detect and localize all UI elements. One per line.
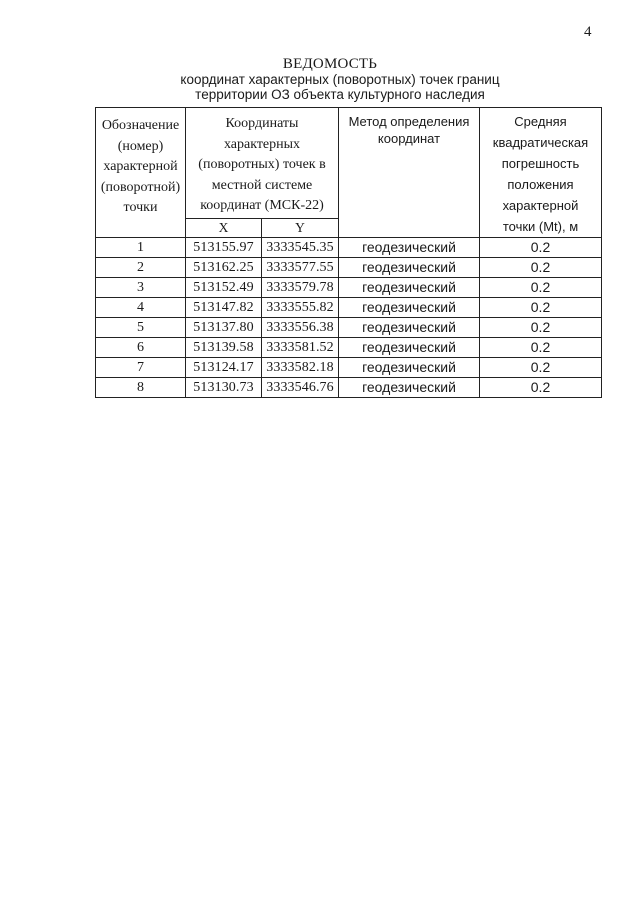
document-subtitle-line-1: координат характерных (поворотных) точек границ <box>180 72 500 87</box>
header-line: характерной <box>502 198 579 213</box>
x-coordinate-cell: 513162.25 <box>186 258 262 278</box>
method-cell: геодезический <box>339 238 480 258</box>
y-coordinate-cell: 3333545.35 <box>262 238 339 258</box>
point-number-cell: 8 <box>96 378 186 398</box>
header-line: Метод определения <box>348 114 470 129</box>
y-coordinate-cell: 3333546.76 <box>262 378 339 398</box>
x-coordinate-cell: 513155.97 <box>186 238 262 258</box>
document-title: ВЕДОМОСТЬ <box>282 56 378 72</box>
table-row <box>96 238 602 258</box>
header-method <box>339 108 480 238</box>
table-header-row <box>96 108 602 219</box>
x-coordinate-cell: 513152.49 <box>186 278 262 298</box>
table-row <box>96 338 602 358</box>
error-cell: 0.2 <box>480 358 602 378</box>
header-line: местной системе <box>211 177 313 193</box>
y-coordinate-cell: 3333555.82 <box>262 298 339 318</box>
header-line: (номер) <box>117 138 164 154</box>
table-row <box>96 378 602 398</box>
x-coordinate-cell: 513147.82 <box>186 298 262 318</box>
point-number-cell: 3 <box>96 278 186 298</box>
error-cell: 0.2 <box>480 258 602 278</box>
method-cell: геодезический <box>339 318 480 338</box>
y-coordinate-cell: 3333579.78 <box>262 278 339 298</box>
method-cell: геодезический <box>339 258 480 278</box>
y-coordinate-cell: 3333577.55 <box>262 258 339 278</box>
method-cell: геодезический <box>339 378 480 398</box>
table-body <box>96 238 602 398</box>
x-coordinate-cell: 513139.58 <box>186 338 262 358</box>
coordinates-table <box>95 107 602 398</box>
error-cell: 0.2 <box>480 298 602 318</box>
method-cell: геодезический <box>339 278 480 298</box>
point-number-cell: 4 <box>96 298 186 318</box>
header-line: Обозначение <box>101 118 180 133</box>
point-number-cell: 7 <box>96 358 186 378</box>
x-coordinate-cell: 513137.80 <box>186 318 262 338</box>
y-coordinate-cell: 3333582.18 <box>262 358 339 378</box>
error-cell: 0.2 <box>480 338 602 358</box>
header-line: координат (МСК-22) <box>200 198 324 213</box>
header-line: Координаты <box>225 116 299 131</box>
method-cell: геодезический <box>339 298 480 318</box>
header-line: координат <box>377 131 441 146</box>
error-cell: 0.2 <box>480 378 602 398</box>
y-coordinate-cell: 3333556.38 <box>262 318 339 338</box>
header-line: (поворотной) <box>100 179 181 195</box>
header-line: (поворотных) точек в <box>198 157 326 172</box>
table-row <box>96 298 602 318</box>
point-number-cell: 5 <box>96 318 186 338</box>
header-error <box>480 108 602 238</box>
table-row <box>96 278 602 298</box>
header-line: точки <box>123 200 158 215</box>
page-number: 4 <box>584 24 592 40</box>
header-line: характерных <box>223 136 301 152</box>
header-line: погрешность <box>501 156 580 171</box>
document-subtitle-line-2: территории ОЗ объекта культурного наследия <box>195 87 485 102</box>
table-row <box>96 258 602 278</box>
y-coordinate-cell: 3333581.52 <box>262 338 339 358</box>
header-point-designation <box>96 108 186 238</box>
error-cell: 0.2 <box>480 278 602 298</box>
header-line: квадратическая <box>492 135 589 150</box>
header-line: точки (Mt), м <box>502 219 579 234</box>
error-cell: 0.2 <box>480 318 602 338</box>
header-y: Y <box>262 218 339 237</box>
header-line: положения <box>507 177 574 192</box>
header-line: Средняя <box>514 114 567 129</box>
header-x: X <box>186 218 262 237</box>
point-number-cell: 2 <box>96 258 186 278</box>
error-cell: 0.2 <box>480 238 602 258</box>
header-coordinates <box>186 108 339 219</box>
point-number-cell: 6 <box>96 338 186 358</box>
point-number-cell: 1 <box>96 238 186 258</box>
x-coordinate-cell: 513124.17 <box>186 358 262 378</box>
method-cell: геодезический <box>339 338 480 358</box>
table-row <box>96 358 602 378</box>
method-cell: геодезический <box>339 358 480 378</box>
table-row <box>96 318 602 338</box>
x-coordinate-cell: 513130.73 <box>186 378 262 398</box>
header-line: характерной <box>103 159 178 174</box>
